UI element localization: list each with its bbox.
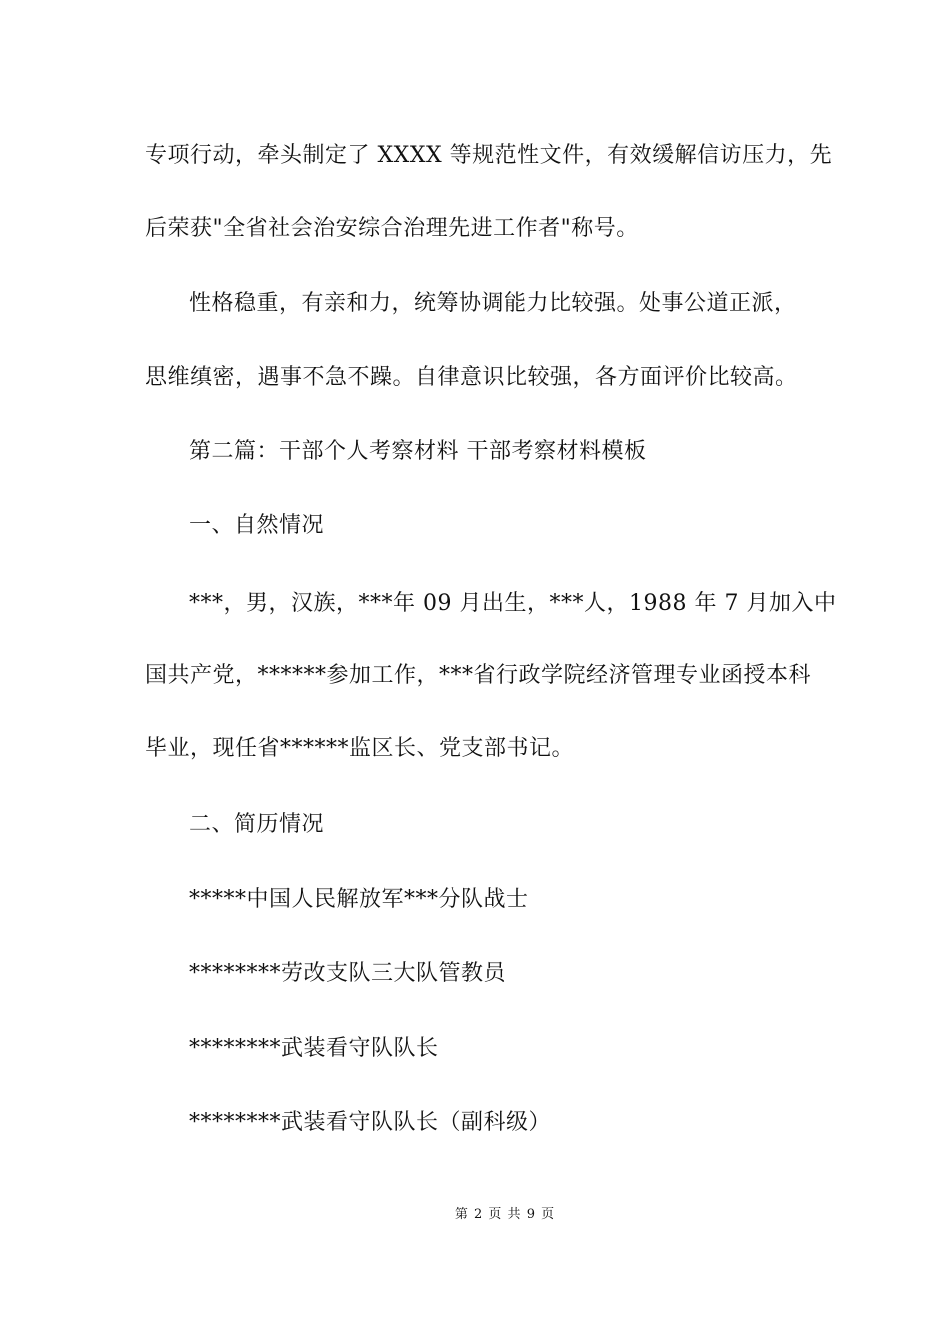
paragraph-line-8: 国共产党，******参加工作，***省行政学院经济管理专业函授本科 <box>145 663 812 688</box>
paragraph-line-1: 专项行动，牵头制定了 XXXX 等规范性文件，有效缓解信访压力，先 <box>145 143 833 168</box>
paragraph-line-2: 后荣获"全省社会治安综合治理先进工作者"称号。 <box>145 216 639 241</box>
resume-item-3: ********武装看守队队长 <box>189 1036 439 1061</box>
resume-item-2: ********劳改支队三大队管教员 <box>189 961 507 986</box>
paragraph-line-9: 毕业，现任省******监区长、党支部书记。 <box>145 736 575 761</box>
paragraph-line-7: ***，男，汉族，***年 09 月出生，***人，1988 年 7 月加入中 <box>189 591 837 616</box>
page-number-footer: 第 2 页 共 9 页 <box>454 1207 556 1222</box>
section-heading-natural-info: 一、自然情况 <box>189 513 325 538</box>
section-heading-resume: 二、简历情况 <box>189 812 325 837</box>
paragraph-line-4: 思维缜密，遇事不急不躁。自律意识比较强，各方面评价比较高。 <box>145 365 798 390</box>
section-heading-part-two: 第二篇：干部个人考察材料 干部考察材料模板 <box>189 439 647 464</box>
resume-item-1: *****中国人民解放军***分队战士 <box>189 887 529 912</box>
paragraph-line-3: 性格稳重，有亲和力，统筹协调能力比较强。处事公道正派， <box>189 291 797 316</box>
resume-item-4: ********武装看守队队长（副科级） <box>189 1110 552 1135</box>
